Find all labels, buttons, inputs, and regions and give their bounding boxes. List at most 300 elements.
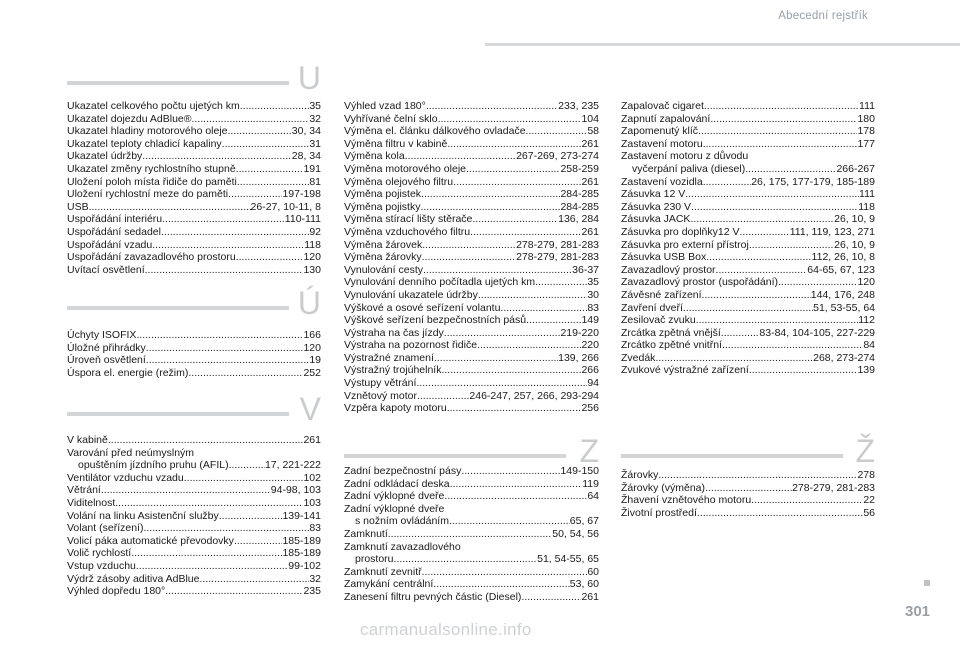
leader-dots — [690, 213, 834, 226]
entry-pages: 252 — [303, 366, 321, 379]
index-entry — [344, 239, 599, 252]
entry-term: Výměna pojistek — [344, 188, 422, 201]
page-number: 301 — [905, 603, 931, 620]
entry-pages: 119 — [582, 477, 599, 490]
index-entry — [67, 251, 321, 264]
entry-term: Větrání — [67, 484, 101, 497]
index-entry — [621, 314, 875, 327]
entry-term: Úroveň osvětlení — [67, 354, 146, 367]
leader-dots — [449, 515, 570, 528]
leader-dots — [416, 377, 587, 390]
entry-term: Volič rychlostí — [67, 547, 132, 560]
entry-pages: 103 — [303, 496, 321, 509]
entry-pages: 166 — [303, 329, 321, 341]
leader-dots — [229, 459, 265, 472]
leader-dots — [136, 560, 288, 573]
leader-dots — [388, 528, 553, 541]
entry-term: Zapomenutý klíč — [621, 125, 699, 138]
index-list-u — [67, 100, 321, 276]
index-entry — [67, 484, 321, 497]
entry-term: Varování před neúmyslným — [67, 446, 195, 459]
leader-dots — [394, 553, 538, 566]
leader-dots — [423, 264, 572, 277]
leader-dots — [706, 251, 811, 264]
entry-pages: 35 — [587, 276, 599, 289]
entry-pages: 261 — [303, 434, 321, 446]
entry-term: Výměna stírací lišty stěrače — [344, 213, 473, 226]
section-v-heading — [67, 391, 321, 429]
entry-term: Ukazatel hladiny motorového oleje — [67, 125, 228, 138]
entry-term: Zavazadlový prostor (uspořádání) — [621, 276, 778, 289]
leader-dots — [237, 176, 309, 189]
entry-pages: 268, 273-274 — [813, 351, 875, 364]
entry-term: Výměna filtru v kabině — [344, 137, 448, 150]
entry-term: Úchyty ISOFIX — [67, 329, 137, 341]
index-entry — [344, 188, 599, 201]
entry-term: Úložné přihrádky — [67, 341, 146, 354]
entry-term: Výměna vzduchového filtru — [344, 225, 471, 238]
leader-dots — [749, 364, 858, 377]
entry-term: Zásuvka 12 V — [621, 188, 686, 201]
index-entry — [67, 573, 321, 586]
index-entry — [621, 507, 875, 520]
index-entry — [621, 339, 875, 352]
entry-term: Vynulování denního počítadla ujetých km — [344, 276, 536, 289]
index-entry — [344, 528, 599, 541]
entry-pages: 17, 221-222 — [264, 459, 321, 472]
entry-term: Zadní výklopné dveře — [344, 490, 445, 503]
index-entry — [621, 201, 875, 214]
section-u-acute-heading — [67, 285, 321, 323]
index-entry — [621, 125, 875, 138]
entry-pages: 32 — [309, 112, 321, 125]
entry-term: Výhled dopředu 180° — [67, 585, 166, 598]
leader-dots — [716, 264, 808, 277]
leader-dots — [697, 507, 863, 520]
entry-pages: 185-189 — [282, 534, 321, 547]
index-entry — [67, 367, 321, 380]
index-entry — [344, 125, 599, 138]
leader-dots — [441, 364, 581, 377]
watermark: carmanualsonline.info — [360, 620, 532, 639]
entry-pages: 120 — [857, 276, 875, 289]
index-entry — [621, 482, 875, 495]
leader-dots — [142, 150, 292, 163]
entry-term: Výstraha na pozornost řidiče — [344, 339, 478, 352]
leader-dots — [500, 302, 587, 315]
leader-dots — [228, 125, 292, 138]
entry-term: Vyhřívané čelní sklo — [344, 112, 438, 125]
entry-pages: 36-37 — [572, 263, 599, 276]
leader-dots — [145, 264, 304, 277]
entry-term: Žárovky — [621, 469, 659, 481]
index-entry — [621, 494, 875, 507]
index-entry — [67, 113, 321, 126]
leader-dots — [655, 352, 813, 365]
entry-pages: 118 — [858, 200, 875, 213]
entry-term: Zásuvka USB Box — [621, 251, 707, 264]
entry-term: Zapnutí zapalování — [621, 112, 711, 125]
leader-dots — [426, 100, 558, 113]
entry-pages: 111 — [859, 100, 875, 112]
entry-term: Výškové seřízení bezpečnostních pásů — [344, 314, 527, 327]
index-entry — [344, 578, 599, 591]
entry-term: Uspořádání vzadu — [67, 238, 153, 251]
entry-pages: 149-150 — [560, 465, 599, 477]
index-entry — [344, 138, 599, 151]
entry-term: USB — [67, 200, 89, 213]
leader-dots — [421, 188, 560, 201]
index-entry — [344, 390, 599, 403]
section-letter: Z — [579, 433, 599, 469]
index-entry — [67, 329, 321, 342]
entry-pages: 19 — [309, 354, 321, 367]
index-entry — [344, 553, 599, 566]
entry-term: opuštěním jízdního pruhu (AFIL) — [78, 459, 229, 472]
leader-dots — [240, 100, 310, 113]
entry-pages: 284-285 — [560, 188, 599, 201]
index-entry — [67, 560, 321, 573]
entry-pages: 51, 54-55, 65 — [537, 553, 599, 566]
index-list-z-caron — [621, 469, 875, 519]
index-entry — [67, 434, 321, 447]
entry-term: Zavření dveří — [621, 301, 683, 314]
leader-dots — [745, 163, 836, 176]
entry-pages: 26-27, 10-11, 8 — [250, 200, 321, 213]
entry-pages: 136, 284 — [558, 213, 599, 226]
entry-pages: 32 — [309, 572, 321, 585]
index-entry — [344, 465, 599, 478]
index-entry — [621, 213, 875, 226]
entry-pages: 258-259 — [560, 162, 599, 175]
index-entry — [621, 239, 875, 252]
entry-pages: 219-220 — [560, 326, 599, 339]
entry-pages: 104 — [581, 112, 599, 125]
entry-pages: 81 — [309, 175, 321, 188]
index-entry — [344, 100, 599, 113]
entry-pages: 246-247, 257, 266, 293-294 — [469, 389, 599, 402]
leader-dots — [115, 497, 303, 510]
index-entry — [344, 264, 599, 277]
entry-pages: 233, 235 — [558, 100, 599, 112]
leader-dots — [703, 138, 858, 151]
entry-term: Zásuvka pro doplňky12 V — [621, 225, 740, 238]
entry-term: Výškové a osové seřízení volantu — [344, 301, 501, 314]
leader-dots — [447, 138, 581, 151]
entry-pages: 31 — [309, 137, 321, 150]
entry-term: Volant (seřízení) — [67, 522, 144, 535]
index-entry — [621, 302, 875, 315]
index-entry — [344, 113, 599, 126]
leader-dots — [683, 302, 813, 315]
entry-term: Ukazatel celkového počtu ujetých km — [67, 100, 240, 112]
entry-term: Výměna motorového oleje — [344, 162, 466, 175]
section-z-caron-heading — [621, 433, 875, 471]
index-entry — [344, 226, 599, 239]
entry-pages: 99-102 — [288, 559, 321, 572]
entry-term: Ukazatel teploty chladicí kapaliny — [67, 137, 222, 150]
entry-term: Výstražné znamení — [344, 351, 434, 364]
index-entry — [67, 264, 321, 277]
entry-pages: 58 — [587, 125, 599, 138]
entry-pages: 30 — [587, 288, 599, 301]
leader-dots — [710, 113, 857, 126]
entry-pages: 278 — [857, 469, 875, 481]
entry-pages: 139 — [857, 364, 875, 377]
index-entry — [67, 522, 321, 535]
index-entry — [621, 100, 875, 113]
index-entry — [344, 251, 599, 264]
entry-pages: 35 — [309, 100, 321, 112]
entry-pages: 56 — [863, 506, 875, 519]
entry-pages: 84 — [863, 339, 875, 352]
leader-dots — [478, 289, 587, 302]
index-entry — [621, 163, 875, 176]
entry-term: Zamykání centrální — [344, 578, 434, 591]
entry-term: vyčerpání paliva (diesel) — [632, 162, 746, 175]
entry-term: Žhavení vznětového motoru — [621, 494, 752, 507]
entry-term: Zavazadlový prostor — [621, 263, 716, 276]
entry-term: Uspořádání interiéru — [67, 213, 163, 226]
index-entry — [67, 163, 321, 176]
index-entry — [67, 213, 321, 226]
entry-pages: 284-285 — [560, 200, 599, 213]
leader-dots — [108, 434, 304, 447]
entry-pages: 26, 175, 177-179, 185-189 — [751, 175, 875, 188]
index-entry — [344, 339, 599, 352]
leader-dots — [188, 367, 303, 380]
entry-term: Výměna pojistky — [344, 200, 421, 213]
entry-pages: 178 — [857, 125, 875, 138]
entry-pages: 22 — [863, 494, 875, 507]
entry-term: Zanesení filtru pevných částic (Diesel) — [344, 590, 522, 603]
index-entry — [344, 314, 599, 327]
entry-pages: 235 — [303, 585, 321, 598]
entry-term: V kabině — [67, 434, 108, 446]
section-u-heading — [67, 60, 321, 98]
entry-term: Závěsné zařízení — [621, 288, 702, 301]
leader-dots — [658, 469, 857, 482]
leader-dots — [749, 239, 834, 252]
leader-dots — [433, 578, 570, 591]
leader-dots — [698, 125, 857, 138]
leader-dots — [146, 354, 310, 367]
entry-pages: 50, 54, 56 — [552, 527, 599, 540]
index-entry — [344, 490, 599, 503]
index-entry — [344, 515, 599, 528]
index-entry — [344, 327, 599, 340]
entry-term: Zrcátka zpětná vnější — [621, 326, 721, 339]
page-marker-square — [924, 580, 930, 586]
leader-dots — [466, 163, 560, 176]
index-entry — [344, 364, 599, 377]
index-entry — [67, 547, 321, 560]
index-list-v-mid — [344, 100, 599, 415]
entry-term: Zamknutí zevnitř — [344, 565, 422, 578]
entry-term: Viditelnost — [67, 496, 116, 509]
entry-pages: 64-65, 67, 123 — [807, 263, 875, 276]
leader-dots — [526, 125, 588, 138]
entry-pages: 118 — [304, 238, 321, 251]
entry-term: Výměna olejového filtru — [344, 175, 454, 188]
entry-pages: 261 — [581, 137, 599, 150]
leader-dots — [219, 510, 283, 523]
entry-pages: 185-189 — [282, 547, 321, 560]
leader-dots — [722, 339, 863, 352]
leader-dots — [526, 314, 581, 327]
index-entry — [67, 226, 321, 239]
entry-pages: 28, 34 — [291, 150, 321, 163]
leader-dots — [184, 472, 304, 485]
index-entry — [344, 201, 599, 214]
entry-pages: 266-267 — [836, 162, 875, 175]
index-entry — [344, 478, 599, 491]
index-entry — [344, 289, 599, 302]
entry-pages: 65, 67 — [569, 515, 599, 528]
entry-pages: 139, 266 — [558, 351, 599, 364]
entry-term: Výdrž zásoby aditiva AdBlue — [67, 572, 200, 585]
entry-pages: 110-111 — [284, 213, 321, 226]
entry-pages: 180 — [857, 112, 875, 125]
leader-dots — [417, 390, 469, 403]
entry-pages: 60 — [587, 565, 599, 578]
leader-dots — [450, 478, 583, 491]
leader-dots — [470, 226, 581, 239]
index-entry — [344, 503, 599, 516]
header-rule — [485, 43, 960, 46]
entry-term: Uvítací osvětlení — [67, 263, 145, 276]
entry-pages: 26, 10, 9 — [834, 238, 875, 251]
index-entry — [621, 364, 875, 377]
index-entry — [621, 176, 875, 189]
entry-term: Zvukové výstražné zařízení — [621, 364, 749, 377]
index-entry — [621, 138, 875, 151]
leader-dots — [191, 113, 309, 126]
leader-dots — [161, 226, 309, 239]
entry-term: Zamknutí zavazadlového — [344, 540, 461, 553]
index-entry — [67, 342, 321, 355]
index-entry — [621, 251, 875, 264]
entry-pages: 83 — [587, 301, 599, 314]
entry-term: Vynulování ukazatele údržby — [344, 288, 478, 301]
entry-pages: 102 — [303, 471, 321, 484]
entry-pages: 197-198 — [282, 188, 321, 201]
index-entry — [67, 100, 321, 113]
leader-dots — [704, 100, 859, 113]
entry-pages: 120 — [303, 341, 321, 354]
leader-dots — [422, 251, 516, 264]
index-entry — [344, 352, 599, 365]
index-entry — [344, 176, 599, 189]
leader-dots — [152, 239, 304, 252]
leader-dots — [434, 352, 558, 365]
index-list-z-mid — [344, 465, 599, 604]
index-entry — [344, 163, 599, 176]
leader-dots — [691, 201, 858, 214]
entry-term: Volicí páka automatické převodovky — [67, 534, 234, 547]
entry-pages: 111 — [859, 188, 875, 201]
index-entry — [67, 459, 321, 472]
leader-dots — [702, 289, 811, 302]
leader-dots — [165, 585, 303, 598]
entry-pages: 191 — [303, 162, 321, 175]
entry-pages: 266 — [581, 364, 599, 377]
entry-term: Úspora el. energie (režim) — [67, 366, 189, 379]
index-entry — [67, 447, 321, 460]
leader-dots — [420, 201, 560, 214]
index-entry — [344, 541, 599, 554]
section-letter: Ú — [297, 285, 321, 321]
entry-pages: 92 — [309, 225, 321, 238]
index-entry — [344, 302, 599, 315]
leader-dots — [521, 591, 581, 604]
entry-pages: 111, 119, 123, 271 — [789, 225, 875, 238]
index-entry — [67, 535, 321, 548]
index-entry — [344, 377, 599, 390]
index-entry — [67, 497, 321, 510]
entry-term: Zrcátko zpětné vnitřní — [621, 339, 722, 352]
entry-pages: 261 — [581, 225, 599, 238]
leader-dots — [438, 113, 582, 126]
entry-pages: 144, 176, 248 — [810, 288, 875, 301]
index-entry — [621, 327, 875, 340]
leader-dots — [696, 314, 859, 327]
index-entry — [621, 469, 875, 482]
index-entry — [344, 213, 599, 226]
leader-dots — [422, 566, 588, 579]
entry-term: Vzpěra kapoty motoru — [344, 402, 447, 415]
leader-dots — [422, 239, 516, 252]
index-entry — [621, 276, 875, 289]
section-letter: V — [299, 391, 321, 427]
entry-pages: 130 — [303, 263, 321, 276]
entry-term: Ukazatel údržby — [67, 150, 143, 163]
index-entry — [621, 352, 875, 365]
index-entry — [344, 276, 599, 289]
index-entry — [621, 226, 875, 239]
entry-pages: 261 — [581, 590, 599, 603]
index-entry — [67, 125, 321, 138]
leader-dots — [200, 573, 310, 586]
entry-pages: 256 — [581, 402, 599, 415]
leader-dots — [405, 150, 516, 163]
leader-dots — [89, 201, 251, 214]
index-list-u-acute — [67, 329, 321, 379]
index-entry — [621, 289, 875, 302]
leader-dots — [222, 138, 310, 151]
entry-pages: 112, 26, 10, 8 — [811, 251, 875, 264]
entry-pages: 177 — [857, 137, 875, 150]
entry-term: Žárovky (výměna) — [621, 481, 706, 494]
index-entry — [621, 264, 875, 277]
leader-dots — [136, 329, 303, 342]
entry-term: Výměna žárovky — [344, 251, 422, 264]
entry-pages: 261 — [581, 175, 599, 188]
leader-dots — [705, 482, 792, 495]
entry-pages: 26, 10, 9 — [834, 213, 875, 226]
entry-term: Zesilovač zvuku — [621, 314, 696, 327]
entry-term: Uspořádání zavazadlového prostoru — [67, 251, 236, 264]
leader-dots — [453, 176, 581, 189]
entry-pages: 220 — [581, 339, 599, 352]
index-entry — [67, 201, 321, 214]
index-entry — [67, 472, 321, 485]
entry-term: Výměna el. článku dálkového ovladače — [344, 125, 526, 138]
leader-dots — [778, 276, 857, 289]
entry-term: Zadní výklopné dveře — [344, 502, 445, 515]
entry-pages: 149 — [581, 314, 599, 327]
entry-term: Vznětový motor — [344, 389, 417, 402]
